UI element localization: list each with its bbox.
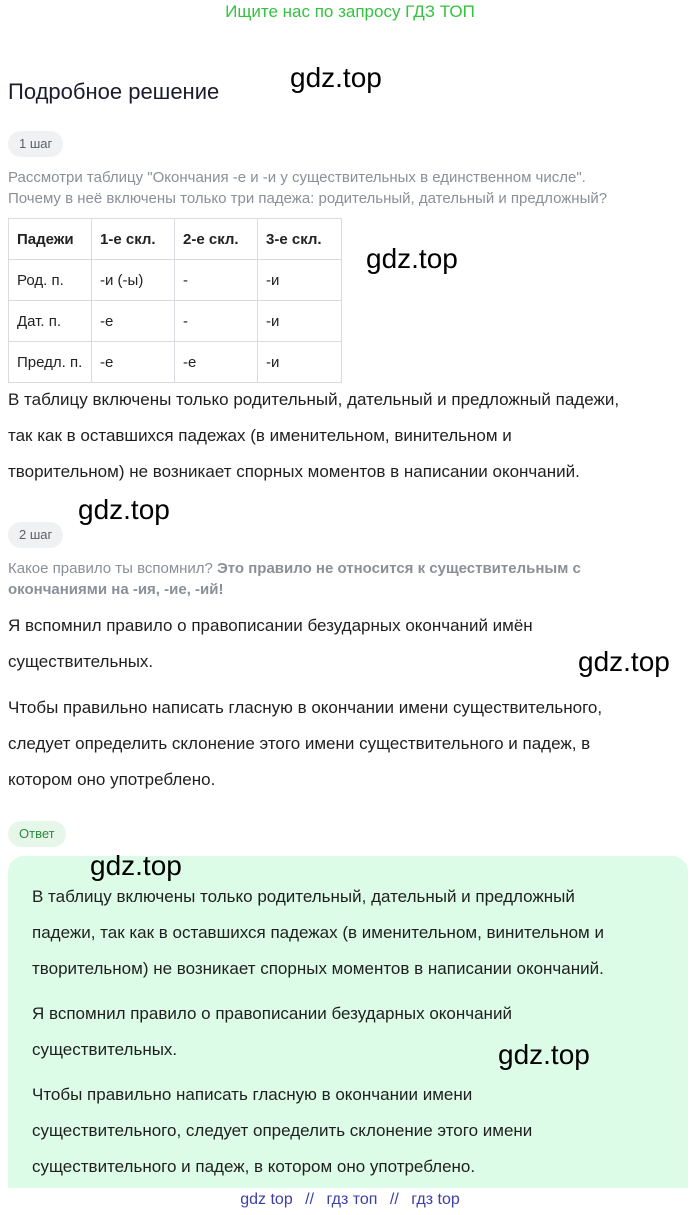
step-1-badge: 1 шаг: [8, 131, 63, 157]
table-cell: -и: [258, 342, 342, 383]
table-cell: -е: [92, 342, 175, 383]
endings-table: [8, 218, 342, 383]
answer-para-3-line-3: существительного и падеж, в котором оно употреблено.: [32, 1157, 476, 1176]
table-header: 1-е скл.: [92, 219, 175, 260]
step-2-badge: 2 шаг: [8, 522, 63, 548]
table-row: [9, 260, 342, 301]
search-banner: Ищите нас по запросу ГДЗ ТОП: [225, 2, 475, 21]
footer-link[interactable]: гдз топ: [326, 1191, 378, 1208]
watermark: gdz.top: [290, 62, 382, 93]
table-cell: -и: [258, 260, 342, 301]
answer-para-2-line-1: Я вспомнил правило о правописании безударных окончаний: [32, 1004, 512, 1023]
footer-link[interactable]: gdz top: [240, 1191, 293, 1208]
answer-para-2-line-2: существительных.: [32, 1040, 178, 1059]
step-2-question: Какое правило ты вспомнил?: [8, 560, 213, 577]
table-header: Падежи: [9, 219, 92, 260]
watermark: gdz.top: [78, 494, 170, 525]
table-cell: Род. п.: [9, 260, 92, 301]
watermark: gdz.top: [366, 243, 458, 274]
table-cell: -и (-ы): [92, 260, 175, 301]
step-2-prompt-line-2: [8, 579, 223, 600]
table-row: [9, 301, 342, 342]
table-header: 3-е скл.: [258, 219, 342, 260]
footer-separator: //: [305, 1191, 315, 1208]
step-1-answer-line-1: В таблицу включены только родительный, дательный и предложный падежи,: [8, 390, 620, 409]
section-title: Подробное решение: [8, 79, 220, 104]
footer-separator: //: [389, 1191, 399, 1208]
step-2-note-end: окончаниями на -ия, -ие, -ий!: [8, 581, 224, 598]
answer-para-1-line-2: падежи, так как в оставшихся падежах (в именительном, винительном и: [32, 923, 604, 942]
table-cell: -: [175, 301, 258, 342]
answer-para-3-line-2: существительного, следует определить склонение этого имени: [32, 1121, 533, 1140]
answer-badge: Ответ: [8, 821, 66, 847]
footer-links: [0, 1188, 700, 1212]
step-1-prompt-line-2: Почему в неё включены только три падежа: родительный, дательный и предложный?: [8, 190, 608, 207]
step-2-para-1-line-1: Я вспомнил правило о правописании безударных окончаний имён: [8, 616, 533, 635]
table-header-row: [9, 219, 342, 260]
step-2-para-1-line-2: существительных.: [8, 652, 154, 671]
table-cell: -: [175, 260, 258, 301]
watermark: gdz.top: [498, 1039, 590, 1070]
table-header: 2-е скл.: [175, 219, 258, 260]
step-2-para-2-line-2: следует определить склонение этого имени существительного и падеж, в: [8, 734, 591, 753]
answer-para-1-line-3: творительном) не возникает спорных моментов в написании окончаний.: [32, 959, 604, 978]
answer-para-1-line-1: В таблицу включены только родительный, дательный и предложный: [32, 887, 575, 906]
step-1-answer-line-2: так как в оставшихся падежах (в именительном, винительном и: [8, 426, 512, 445]
table-cell: -и: [258, 301, 342, 342]
table-cell: Предл. п.: [9, 342, 92, 383]
table-cell: Дат. п.: [9, 301, 92, 342]
watermark: gdz.top: [90, 850, 182, 881]
table-cell: -е: [175, 342, 258, 383]
step-2-note: Это правило не относится к существительным с: [217, 560, 581, 577]
step-1-prompt-line-1: Рассмотри таблицу "Окончания -е и -и у существительных в единственном числе".: [8, 169, 586, 186]
step-2-para-2-line-3: котором оно употреблено.: [8, 770, 216, 789]
table-row: [9, 342, 342, 383]
step-1-answer-line-3: творительном) не возникает спорных моментов в написании окончаний.: [8, 462, 580, 481]
step-2-para-2-line-1: Чтобы правильно написать гласную в окончании имени существительного,: [8, 698, 603, 717]
answer-para-3-line-1: Чтобы правильно написать гласную в окончании имени: [32, 1085, 473, 1104]
footer-link[interactable]: гдз top: [411, 1191, 460, 1208]
watermark: gdz.top: [578, 646, 670, 677]
table-cell: -е: [92, 301, 175, 342]
step-2-prompt-line-1: [8, 558, 581, 579]
